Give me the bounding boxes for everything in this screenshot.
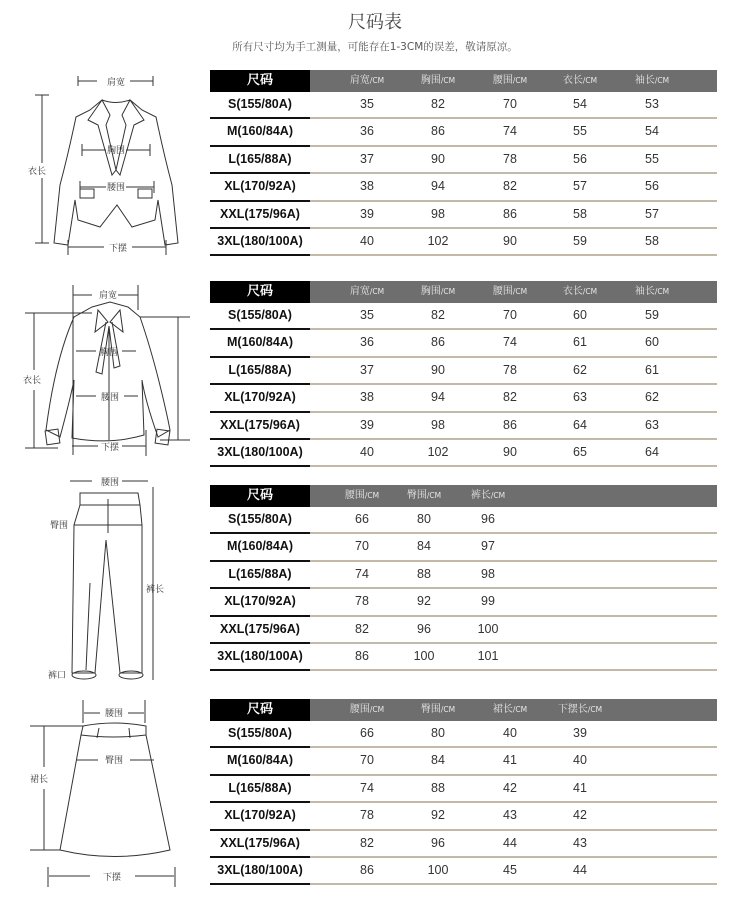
measurement-value: 61 [645, 362, 659, 377]
column-header-label: 袖长 [634, 286, 655, 297]
measurement-value: 39 [360, 417, 374, 432]
measurement-value: 38 [360, 179, 374, 194]
measurement-value: 94 [431, 390, 445, 405]
measurement-value: 42 [503, 780, 517, 795]
column-header-label: 下摆长 [557, 704, 588, 715]
column-header [421, 699, 455, 721]
jacket-length-label: 衣长 [28, 167, 47, 177]
measurement-value: 102 [427, 444, 449, 459]
column-header [345, 485, 379, 507]
table-row [210, 330, 717, 357]
column-header-unit: /CM [587, 705, 603, 714]
table-row [210, 748, 717, 775]
column-header-label: 臀围 [420, 704, 441, 715]
measurement-value: 66 [355, 512, 369, 526]
row-divider [310, 254, 717, 256]
measurement-value: 96 [481, 512, 495, 526]
pants-length-label: 裤长 [146, 585, 165, 595]
measurement-value: 96 [417, 621, 431, 636]
measurement-value: 100 [427, 862, 449, 877]
measurement-value: 102 [427, 233, 449, 248]
measurement-value: 57 [645, 206, 659, 221]
column-header-unit: /CM [582, 287, 598, 296]
measurement-value: 92 [417, 594, 431, 609]
measurement-value: 88 [431, 780, 445, 795]
column-header [635, 70, 669, 92]
measurement-value: 98 [431, 206, 445, 221]
size-label: XL(170/92A) [224, 594, 296, 609]
skirt-hip-label: 臀围 [104, 756, 124, 766]
table-header [210, 485, 717, 507]
column-header-unit: /CM [512, 287, 528, 296]
blouse-diagram [20, 280, 200, 470]
measurement-value: 58 [573, 206, 587, 221]
measurement-value: 56 [573, 151, 587, 166]
measurement-value: 39 [573, 726, 587, 740]
column-header [407, 485, 441, 507]
measurement-value: 62 [645, 390, 659, 405]
page-subtitle: 所有尺寸均为手工测量，可能存在1-3CM的误差，敬请原凉。 [232, 41, 518, 53]
measurement-value: 43 [503, 808, 517, 823]
measurement-value: 82 [360, 835, 374, 850]
size-label: M(160/84A) [227, 753, 293, 768]
column-header [563, 70, 597, 92]
column-header-label: 肩宽 [349, 75, 370, 86]
measurement-value: 54 [645, 124, 659, 139]
measurement-value: 100 [477, 621, 499, 636]
jacket-shoulder-label: 肩宽 [106, 78, 126, 88]
column-header-label: 裙长 [492, 704, 513, 715]
column-header-label: 腰围 [492, 75, 513, 86]
measurement-value: 98 [431, 417, 445, 432]
table-row [210, 534, 717, 561]
size-table-blouse [210, 281, 717, 467]
size-label: S(155/80A) [228, 308, 292, 322]
measurement-value: 56 [645, 179, 659, 194]
measurement-value: 36 [360, 124, 374, 139]
row-divider-dark [210, 883, 310, 885]
column-header-label: 袖长 [634, 75, 655, 86]
measurement-value: 90 [503, 233, 517, 248]
measurement-value: 59 [645, 308, 659, 322]
column-header-unit: /CM [440, 287, 456, 296]
table-header [210, 70, 717, 92]
column-header-unit: /CM [440, 705, 456, 714]
column-header-unit: /CM [369, 76, 385, 85]
table-row [210, 721, 717, 748]
measurement-value: 86 [360, 862, 374, 877]
measurement-value: 62 [573, 362, 587, 377]
size-table-pants [210, 485, 717, 671]
table-row [210, 507, 717, 534]
size-label: M(160/84A) [227, 124, 293, 139]
table-row [210, 385, 717, 412]
measurement-value: 70 [360, 753, 374, 768]
measurement-value: 92 [431, 808, 445, 823]
skirt-hem-label: 下摆 [102, 873, 122, 883]
size-column-header: 尺码 [210, 281, 310, 303]
column-header-unit: /CM [369, 287, 385, 296]
measurement-value: 55 [645, 151, 659, 166]
measurement-value: 42 [573, 808, 587, 823]
measurement-value: 86 [355, 648, 369, 663]
table-row [210, 803, 717, 830]
table-row [210, 119, 717, 146]
size-label: L(165/88A) [228, 780, 292, 795]
measurement-value: 96 [431, 835, 445, 850]
table-row [210, 147, 717, 174]
skirt-length-label: 裙长 [30, 775, 49, 785]
size-table-skirt [210, 699, 717, 885]
measurement-value: 94 [431, 179, 445, 194]
pants-waist-label: 腰围 [100, 478, 120, 488]
measurement-value: 40 [360, 444, 374, 459]
column-header [471, 485, 505, 507]
measurement-value: 36 [360, 335, 374, 350]
measurement-value: 64 [645, 444, 659, 459]
size-label: XL(170/92A) [224, 179, 296, 194]
measurement-value: 80 [417, 512, 431, 526]
column-header-unit: /CM [654, 287, 670, 296]
table-row [210, 202, 717, 229]
column-header [635, 281, 669, 303]
measurement-value: 88 [417, 566, 431, 581]
row-divider-dark [210, 254, 310, 256]
column-header [350, 281, 384, 303]
measurement-value: 43 [573, 835, 587, 850]
table-header [210, 281, 717, 303]
pants-hip-label: 臀围 [50, 521, 69, 531]
column-header-unit: /CM [369, 705, 385, 714]
size-table-jacket [210, 70, 717, 256]
measurement-value: 70 [503, 308, 517, 322]
jacket-hem-label: 下摆 [108, 244, 128, 254]
table-row [210, 174, 717, 201]
measurement-value: 41 [573, 780, 587, 795]
measurement-value: 60 [645, 335, 659, 350]
skirt-diagram [20, 695, 200, 895]
table-row [210, 413, 717, 440]
column-header-label: 衣长 [562, 75, 583, 86]
column-header-unit: /CM [654, 76, 670, 85]
measurement-value: 54 [573, 97, 587, 111]
measurement-value: 86 [431, 124, 445, 139]
size-label: 3XL(180/100A) [217, 444, 303, 459]
blouse-shoulder-label: 肩宽 [98, 291, 118, 301]
measurement-value: 70 [503, 97, 517, 111]
table-row [210, 617, 717, 644]
size-column-header: 尺码 [210, 485, 310, 507]
measurement-value: 57 [573, 179, 587, 194]
size-label: S(155/80A) [228, 726, 292, 740]
column-header-label: 臀围 [406, 490, 427, 501]
measurement-value: 40 [503, 726, 517, 740]
measurement-value: 45 [503, 862, 517, 877]
size-label: S(155/80A) [228, 97, 292, 111]
measurement-value: 61 [573, 335, 587, 350]
measurement-value: 40 [573, 753, 587, 768]
size-label: M(160/84A) [227, 335, 293, 350]
row-divider-dark [210, 669, 310, 671]
table-row [210, 831, 717, 858]
row-divider [310, 465, 717, 467]
size-label: XXL(175/96A) [220, 417, 300, 432]
measurement-value: 82 [503, 390, 517, 405]
size-label: 3XL(180/100A) [217, 862, 303, 877]
measurement-value: 58 [645, 233, 659, 248]
measurement-value: 98 [481, 566, 495, 581]
size-label: XL(170/92A) [224, 390, 296, 405]
measurement-value: 90 [431, 362, 445, 377]
measurement-value: 66 [360, 726, 374, 740]
measurement-value: 86 [431, 335, 445, 350]
measurement-value: 84 [417, 539, 431, 554]
skirt-waist-label: 腰围 [104, 709, 124, 719]
measurement-value: 90 [503, 444, 517, 459]
size-label: 3XL(180/100A) [217, 233, 303, 248]
measurement-value: 101 [477, 648, 499, 663]
table-row [210, 589, 717, 616]
column-header-unit: /CM [512, 76, 528, 85]
blouse-chest-label: 胸围 [99, 348, 119, 358]
measurement-value: 100 [413, 648, 435, 663]
measurement-value: 74 [503, 124, 517, 139]
column-header [350, 70, 384, 92]
row-divider-dark [210, 465, 310, 467]
column-header-unit: /CM [512, 705, 528, 714]
measurement-value: 82 [431, 97, 445, 111]
column-header-label: 腰围 [492, 286, 513, 297]
measurement-value: 60 [573, 308, 587, 322]
column-header-label: 胸围 [420, 75, 441, 86]
measurement-value: 78 [355, 594, 369, 609]
blouse-length-label: 衣长 [23, 376, 42, 386]
column-header-label: 衣长 [562, 286, 583, 297]
size-label: L(165/88A) [228, 566, 292, 581]
table-row [210, 644, 717, 671]
measurement-value: 44 [503, 835, 517, 850]
column-header-unit: /CM [440, 76, 456, 85]
measurement-value: 86 [503, 206, 517, 221]
page-title: 尺码表 [348, 12, 402, 33]
measurement-value: 86 [503, 417, 517, 432]
measurement-value: 63 [573, 390, 587, 405]
measurement-value: 37 [360, 362, 374, 377]
pants-cuff-label: 裤口 [48, 671, 67, 681]
column-header-unit: /CM [426, 491, 442, 500]
size-label: L(165/88A) [228, 362, 292, 377]
measurement-value: 65 [573, 444, 587, 459]
measurement-value: 97 [481, 539, 495, 554]
column-header-unit: /CM [364, 491, 380, 500]
column-header-label: 裤长 [470, 490, 491, 501]
measurement-value: 35 [360, 97, 374, 111]
measurement-value: 78 [503, 362, 517, 377]
column-header-label: 胸围 [420, 286, 441, 297]
table-row [210, 303, 717, 330]
measurement-value: 90 [431, 151, 445, 166]
measurement-value: 37 [360, 151, 374, 166]
measurement-value: 74 [355, 566, 369, 581]
measurement-value: 99 [481, 594, 495, 609]
size-label: S(155/80A) [228, 512, 292, 526]
size-label: XXL(175/96A) [220, 621, 300, 636]
column-header [563, 281, 597, 303]
measurement-value: 38 [360, 390, 374, 405]
measurement-value: 53 [645, 97, 659, 111]
table-row [210, 562, 717, 589]
column-header [493, 699, 527, 721]
measurement-value: 39 [360, 206, 374, 221]
measurement-value: 84 [431, 753, 445, 768]
table-row [210, 92, 717, 119]
measurement-value: 63 [645, 417, 659, 432]
blouse-hem-label: 下摆 [100, 443, 120, 453]
size-column-header: 尺码 [210, 70, 310, 92]
table-row [210, 858, 717, 885]
measurement-value: 74 [360, 780, 374, 795]
column-header [350, 699, 384, 721]
column-header-label: 腰围 [349, 704, 370, 715]
column-header [558, 699, 602, 721]
measurement-value: 82 [503, 179, 517, 194]
measurement-value: 80 [431, 726, 445, 740]
row-divider [310, 669, 717, 671]
measurement-value: 82 [431, 308, 445, 322]
measurement-value: 82 [355, 621, 369, 636]
size-label: M(160/84A) [227, 539, 293, 554]
measurement-value: 74 [503, 335, 517, 350]
column-header-label: 腰围 [344, 490, 365, 501]
size-label: 3XL(180/100A) [217, 648, 303, 663]
measurement-value: 64 [573, 417, 587, 432]
measurement-value: 40 [360, 233, 374, 248]
table-row [210, 776, 717, 803]
row-divider [310, 883, 717, 885]
blouse-waist-label: 腰围 [100, 393, 120, 403]
size-label: XL(170/92A) [224, 808, 296, 823]
column-header-unit: /CM [490, 491, 506, 500]
jacket-chest-label: 胸围 [106, 146, 126, 156]
column-header-unit: /CM [582, 76, 598, 85]
jacket-diagram [20, 65, 200, 265]
size-column-header: 尺码 [210, 699, 310, 721]
measurement-value: 78 [503, 151, 517, 166]
table-row [210, 229, 717, 256]
jacket-waist-label: 腰围 [106, 183, 126, 193]
pants-diagram [30, 475, 200, 685]
measurement-value: 70 [355, 539, 369, 554]
measurement-value: 59 [573, 233, 587, 248]
measurement-value: 55 [573, 124, 587, 139]
measurement-value: 35 [360, 308, 374, 322]
size-label: L(165/88A) [228, 151, 292, 166]
column-header [493, 70, 527, 92]
column-header [493, 281, 527, 303]
column-header [421, 70, 455, 92]
table-header [210, 699, 717, 721]
size-label: XXL(175/96A) [220, 835, 300, 850]
column-header [421, 281, 455, 303]
measurement-value: 44 [573, 862, 587, 877]
table-row [210, 358, 717, 385]
column-header-label: 肩宽 [349, 286, 370, 297]
measurement-value: 78 [360, 808, 374, 823]
table-row [210, 440, 717, 467]
measurement-value: 41 [503, 753, 517, 768]
size-label: XXL(175/96A) [220, 206, 300, 221]
